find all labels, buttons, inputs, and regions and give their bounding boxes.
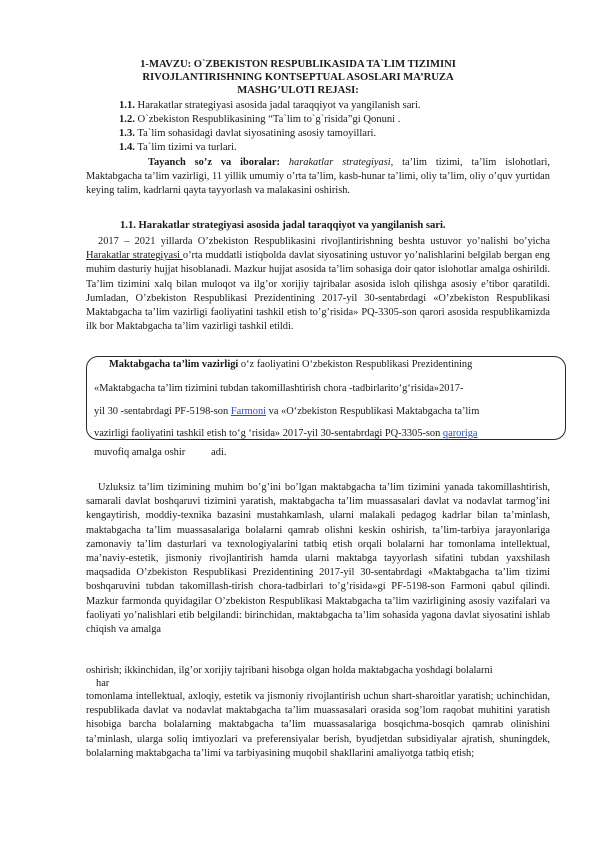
harakatlar-strategiyasi-link[interactable]: Harakatlar strategiyasi — [86, 250, 183, 262]
qaroriga-link[interactable]: qaroriga — [442, 428, 478, 439]
box-bold-term: Maktabgacha ta’lim vazirligi — [109, 359, 239, 370]
box-line-3-text-a: yil 30 -sentabrdagi PF-5198-son — [94, 406, 231, 417]
title-line-3: MASHG’ULOTI REJASI: — [237, 85, 359, 96]
farmoni-link[interactable]: Farmoni — [230, 406, 267, 417]
plan-item-text: Harakatlar strategiyasi asosida jadal taraqqiyot va yangilanish sari. — [137, 100, 421, 111]
plan-item — [119, 127, 376, 141]
title-line-2: RIVOJLANTIRISHNING KONTSEPTUAL ASOSLARI MA’RUZA — [142, 72, 454, 83]
plan-item-text: O`zbekiston Respublikasining “Ta`lim to`g`risida”gi Qonuni . — [137, 114, 401, 125]
plan-item-number: 1.4. — [119, 142, 135, 153]
paragraph-1-text-b: o’rta muddatli istiqbolda davlat siyosatining ustuvor yo’nalishlarini belgilab bergan eng muhim dasturiy hujjat hisoblanadi. Mazkur hujjat asosida ta’lim sohasiga doir qator islohotlar amalga oshirildi. Ta’lim tizimini xalq bilan muloqot va ilg’or xorijiy tajribalar asosida isloh qilishga asosiy e’tibor qaratildi. Jumladan, O’zbekiston Respublikasi Prezidentining 2017-yil 30-sentabrdagi «O’zbekiston Respublikasi Maktabgacha ta’lim vazirligi faoliyatini tashkil etish to’g’risida» PQ-3305-son qarori asosida respublikamizda ilk bor Maktabgacha ta’lim vazirligi tashkil etildi. — [86, 250, 551, 333]
box-line-1-text: o‘z faoliyatini O‘zbekiston Respublikasi Prezidentining — [238, 359, 473, 370]
paragraph-2-tail-2: har — [96, 678, 110, 689]
paragraph-2-tail-1: oshirish; ikkinchidan, ilg’or xorijiy tajribani hisobga olgan holda maktabgacha yoshdagi bolalarni — [86, 665, 493, 676]
keywords-paragraph — [86, 156, 550, 199]
plan-item-text: Ta`lim sohasidagi davlat siyosatining asosiy tamoyillari. — [137, 128, 377, 139]
box-line-2: «Maktabgacha ta’lim tizimini tubdan takomillashtirish chora -tadbirlarito‘g‘risida»2017- — [94, 383, 464, 394]
plan-item — [119, 99, 421, 113]
box-continuation: muvofiq amalga oshir adi. — [94, 447, 227, 458]
box-line-4-text: vazirligi faoliyatini tashkil etish to‘g ‘risida» 2017-yil 30-sentabrdagi PQ-3305-son — [94, 428, 443, 439]
title-line-1: 1-MAVZU: O`ZBEKISTON RESPUBLIKASIDA TA`LIM TIZIMINI — [140, 59, 456, 70]
plan-item-number: 1.2. — [119, 114, 135, 125]
paragraph-3: tomonlama intellektual, axloqiy, estetik va jismoniy rivojlantirish uchun shart-sharoitlar yaratish; uchinchidan, respublikada davlat va nodavlat maktabgacha ta’lim muassasalari orasida sog’lom raqobat muhitini yaratish hisobiga barcha bolalarning maktabgacha ta’lim muassasalariga bosqichma-bosqich qamrab olinishini ta’minlash, ularga soliq imtiyozlari va preferensiyalar berish, byudjetdan subsidiyalar ajratish, shuningdek, bolalarning maktabgacha ta’limi va tarbiyasining muqobil shakllarini amaliyotga tatbiq etish; — [86, 691, 550, 759]
box-line-1 — [109, 359, 472, 370]
box-line-4 — [94, 428, 478, 439]
keywords-label: Tayanch so’z va iboralar: — [148, 157, 280, 168]
section-heading: 1.1. Harakatlar strategiyasi asosida jadal taraqqiyot va yangilanish sari. — [120, 220, 446, 231]
plan-item-number: 1.3. — [119, 128, 135, 139]
keywords-italic: harakatlar strategiyasi, — [288, 157, 394, 168]
paragraph-1 — [86, 235, 550, 334]
paragraph-2: Uzluksiz ta’lim tizimining muhim bo’g’ini bo’lgan maktabgacha ta’lim tizimini yanada takomillashtirish, samarali davlat boshqaruvi tizimini yaratish, maktabgacha ta’lim muassasalari davlat va nodavlat tarmog’ini kengaytirish, moddiy-texnika bazasini mustahkamlash, ularni malakali pedagog kadrlar bilan ta’minlash, maktabgacha ta’lim muassasalariga bolalarni qamrab olishni keskin oshirish, ta’lim-tarbiya jarayonlariga zamonaviy ta’lim dasturlari va texnologiyalarini tatbiq etish orqali bolalarni har tomonlama intellektual, ma’naviy-estetik, jismoniy rivojlantirish hamda ularni maktabga tayyorlash sifatini tubdan yaxshilash maqsadida O’zbekiston Respublikasi Prezidentining 2017-yil 30-sentabrdagi «Maktabgacha ta’lim tizimi boshqaruvini tubdan takomillash-tirish chora-tadbirlari to’g’risida»gi PF-5198-son Farmoni qabul qilindi. Mazkur farmonda quyidagilar O’zbekiston Respublikasi Maktabgacha ta’lim vazirligining asosiy vazifalari va faoliyati yo’nalishlari etib belgilandi: birinchidan, maktabgacha ta’lim sohasida yagona davlat siyosatini ishlab chiqish va amalga — [86, 482, 550, 636]
box-line-3-text-b: va «O‘zbekiston Respublikasi Maktabgacha ta’lim — [266, 406, 480, 417]
box-line-3 — [94, 406, 479, 417]
plan-item-number: 1.1. — [119, 100, 135, 111]
plan-item — [119, 141, 237, 155]
plan-item-text: Ta`lim tizimi va turlari. — [137, 142, 237, 153]
plan-item — [119, 113, 400, 127]
paragraph-1-text-a: 2017 – 2021 yillarda O’zbekiston Respublikasini rivojlantirishning beshta ustuvor yo’nalishi bo’yicha — [98, 236, 550, 247]
keywords-text: ta’lim tizimi, ta’lim islohotlari, Maktabgacha ta’lim vazirligi, 11 yillik umumiy o’rta ta’lim, kasb-hunar ta’limi, oliy ta’lim, oliy o’quv yurtidan keying talim, kadrlarni qayta tayyorlash va malakasini oshirish. — [86, 157, 550, 197]
